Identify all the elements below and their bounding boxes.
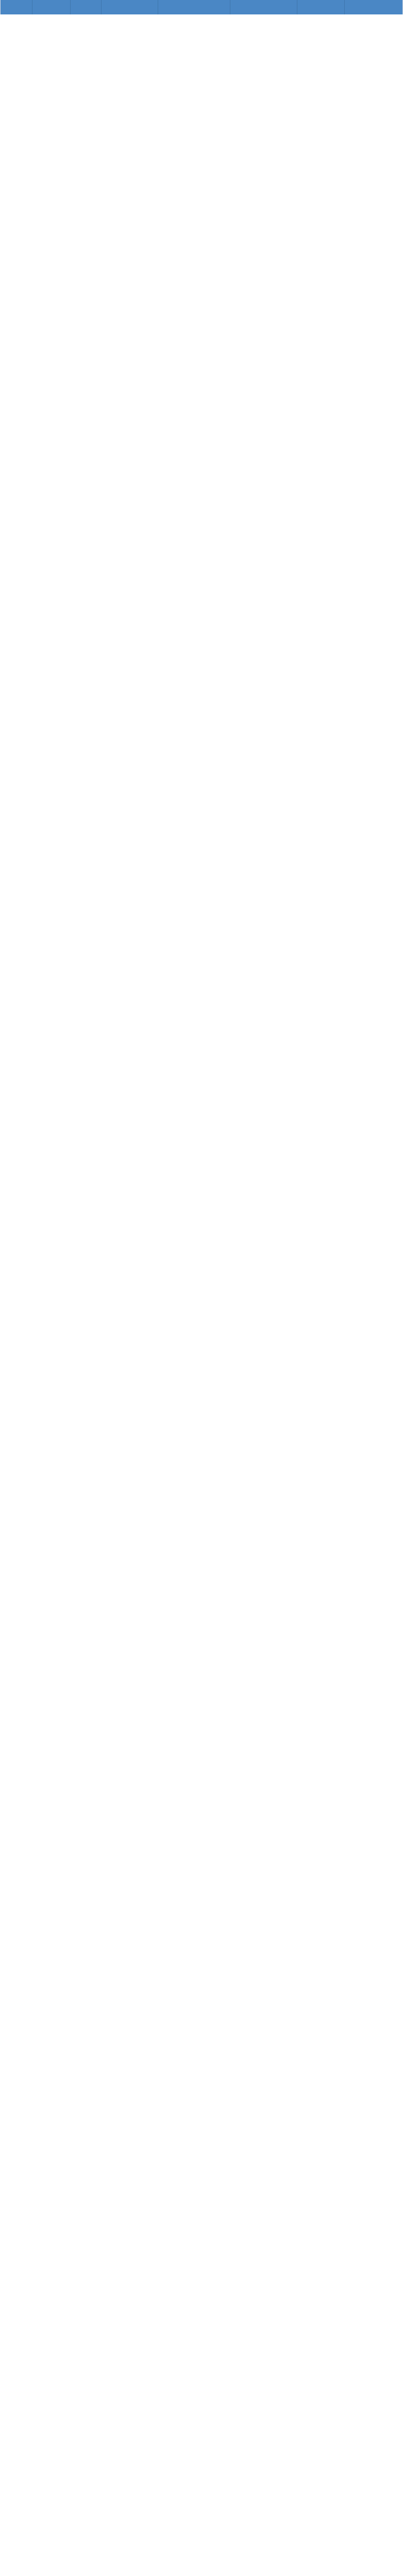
column-header[interactable] (158, 0, 230, 14)
column-header[interactable] (71, 0, 102, 14)
table-header (1, 0, 402, 14)
column-header[interactable] (32, 0, 71, 14)
column-header[interactable] (297, 0, 345, 14)
column-header[interactable] (102, 0, 158, 14)
data-table (0, 0, 403, 14)
column-header[interactable] (230, 0, 297, 14)
column-header[interactable] (1, 0, 32, 14)
column-header[interactable] (345, 0, 403, 14)
